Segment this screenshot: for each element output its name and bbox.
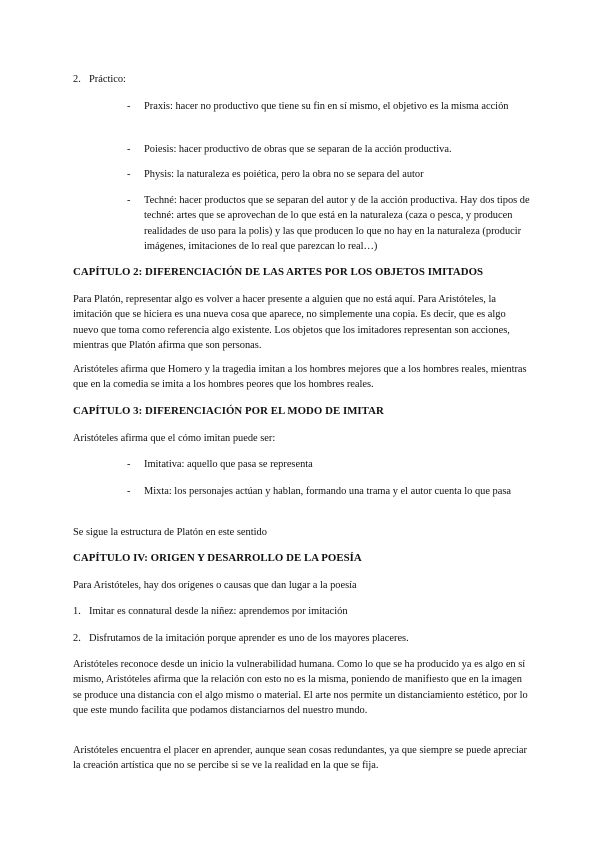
item-number: 1. [73, 606, 81, 617]
bullet-text: Imitativa: aquello que pasa se representa [144, 459, 313, 470]
chapter-2-paragraph-2: Aristóteles afirma que Homero y la tragedia imitan a los hombres mejores que a los hombres reales, mientras que en la comedia se imita a los hombres peores que los hombres reales. [73, 364, 527, 391]
bullet-text: Physis: la naturaleza es poiética, pero la obra no se separa del autor [144, 169, 424, 180]
chapter-3-intro: Aristóteles afirma que el cómo imitan puede ser: [73, 433, 276, 444]
bullet-text: Mixta: los personajes actúan y hablan, formando una trama y el autor cuenta lo que pasa [144, 486, 512, 497]
item-number: 2. [73, 74, 81, 85]
bullet-dash: - [127, 459, 131, 470]
bullet-dash: - [127, 195, 131, 206]
item-label: Práctico: [89, 74, 126, 85]
bullet-text: Poiesis: hacer productivo de obras que se separan de la acción productiva. [144, 144, 452, 155]
chapter-4-paragraph-2: Aristóteles encuentra el placer en aprender, aunque sean cosas redundantes, ya que siempre se puede apreciar la creación artística que no se percibe si se ve la realidad en la que se fija. [73, 745, 527, 772]
bullet-dash: - [127, 169, 131, 180]
chapter-3-heading: CAPÍTULO 3: DIFERENCIACIÓN POR EL MODO DE IMITAR [73, 405, 384, 417]
item-number: 2. [73, 633, 81, 644]
bullet-text: Praxis: hacer no productivo que tiene su fin en sí mismo, el objetivo es la misma acción [144, 101, 509, 112]
chapter-4-intro: Para Aristóteles, hay dos orígenes o causas que dan lugar a la poesía [73, 580, 357, 591]
bullet-text: Techné: hacer productos que se separan del autor y de la acción productiva. Hay dos tipos de techné: artes que se aprovechan de lo que está en la naturaleza (caza o pesca, y producen realidades de uso para la polis) y las que producen lo que no hay en la naturaleza (producir imágenes, imitaciones de lo real que parezcan lo real…) [144, 195, 530, 252]
bullet-dash: - [127, 486, 131, 497]
chapter-2-heading: CAPÍTULO 2: DIFERENCIACIÓN DE LAS ARTES POR LOS OBJETOS IMITADOS [73, 266, 484, 278]
bullet-dash: - [127, 101, 131, 112]
chapter-2-paragraph-1: Para Platón, representar algo es volver a hacer presente a alguien que no está aquí. Para Aristóteles, la imitación que se hiciera es una nueva cosa que aparece, no simplemente una copia. Es decir, que es algo nuevo que toma como referencia algo existente. Los objetos que los imitadores representan son acciones, mientras que Platón afirma que son personas. [73, 294, 510, 351]
chapter-4-paragraph-1: Aristóteles reconoce desde un inicio la vulnerabilidad humana. Como lo que se ha producido ya es algo en sí mismo, Aristóteles afirma que la relación con esto no es la misma, poniendo de manifiesto que en la imagen se produce una distancia con el algo mismo o material. El arte nos permite un distanciamiento estético, por lo que este mundo facilita que podamos distanciarnos del nuestro mundo. [73, 659, 528, 716]
chapter-3-outro: Se sigue la estructura de Platón en este sentido [73, 527, 267, 538]
item-text: Disfrutamos de la imitación porque aprender es uno de los mayores placeres. [89, 633, 409, 644]
bullet-dash: - [127, 144, 131, 155]
item-text: Imitar es connatural desde la niñez: aprendemos por imitación [89, 606, 348, 617]
chapter-4-heading: CAPÍTULO IV: ORIGEN Y DESARROLLO DE LA POESÍA [73, 552, 362, 564]
